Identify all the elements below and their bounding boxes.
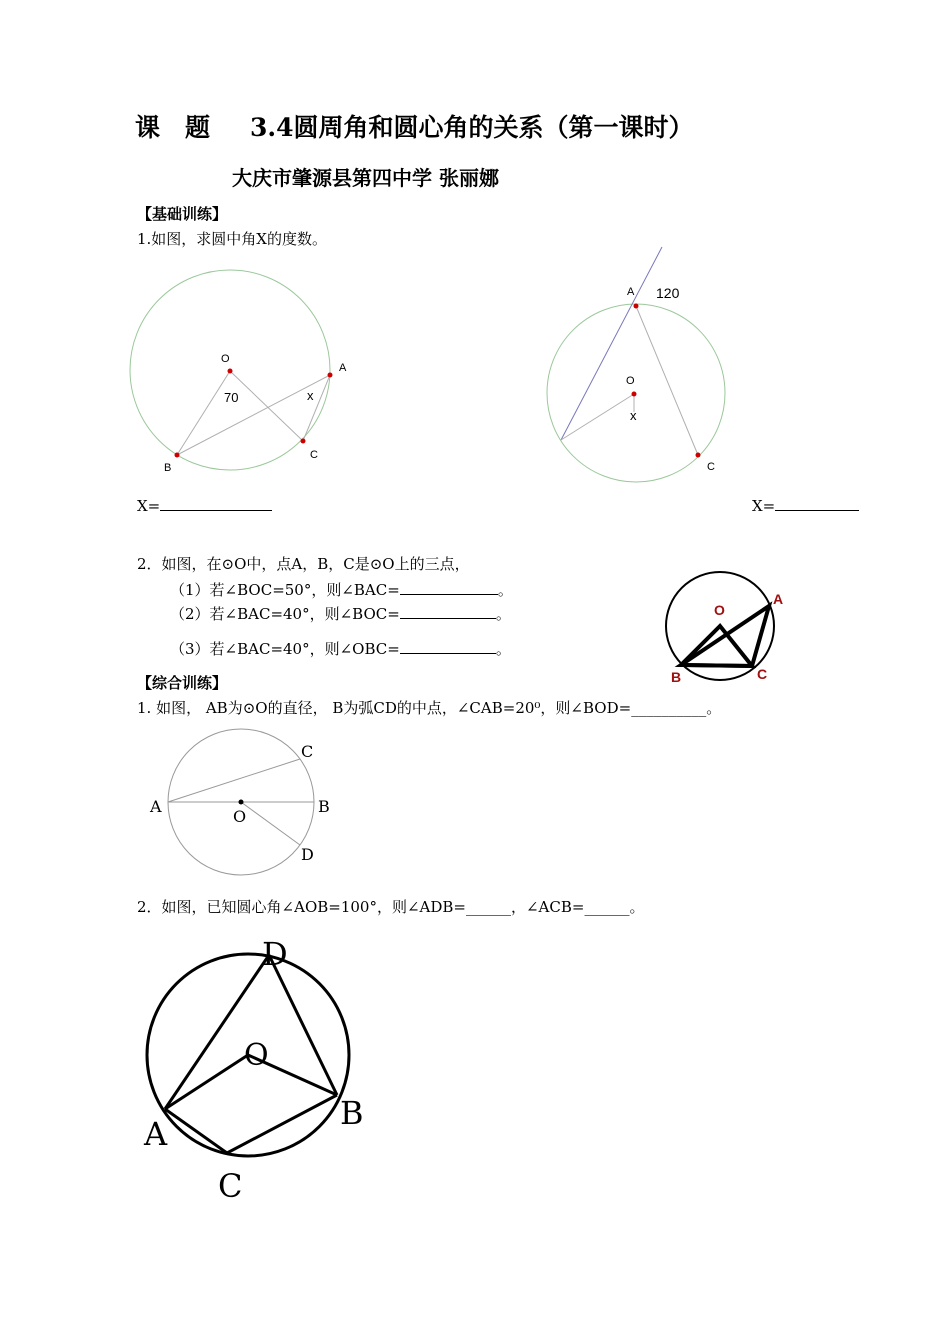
figure-2-angle-label: 120 — [656, 285, 680, 301]
figure-5-label-b: B — [340, 1094, 364, 1132]
figure-5-label-o: O — [244, 1038, 269, 1073]
question-comp-1: 1. 如图， AB为⊙O的直径， B为弧CD的中点，∠CAB=20⁰，则∠BOD=__________。 — [137, 699, 722, 717]
question-basic-2: 2．如图，在⊙O中，点A，B，C是⊙O上的三点， — [137, 555, 470, 573]
question-basic-2-2: （2）若∠BAC=40°，则∠BOC= 。 — [170, 605, 511, 623]
figure-5-label-d: D — [262, 935, 288, 973]
figure-5-label-a: A — [144, 1115, 168, 1153]
question-comp-2: 2．如图，已知圆心角∠AOB=100°，则∠ADB=______，∠ACB=______。 — [137, 898, 645, 916]
figure-2-x-label: x — [630, 408, 637, 423]
figure-4-label-d: D — [301, 845, 314, 864]
figure-4-label-c: C — [301, 742, 314, 761]
blank-comp-1[interactable]: __________ — [631, 699, 707, 717]
answer-1-label: X= — [137, 497, 161, 515]
section-comprehensive-heading: 【综合训练】 — [137, 674, 228, 692]
figure-4-label-o: O — [233, 807, 247, 826]
lesson-title-text: 3.4圆周角和圆心角的关系（第一课时） — [250, 113, 694, 142]
question-basic-1: 1.如图，求圆中角X的度数。 — [137, 230, 327, 248]
blank-comp-2b[interactable]: ______ — [584, 898, 630, 916]
figure-1-label-b: B — [164, 462, 172, 474]
blank-comp-2a[interactable]: ______ — [465, 898, 511, 916]
figure-5-line-ao — [165, 1055, 248, 1109]
figure-1-label-o: O — [221, 353, 230, 365]
figure-1-label-a: A — [339, 362, 347, 374]
figure-1-angle-label: 70 — [224, 390, 239, 405]
section-basic-heading: 【基础训练】 — [137, 205, 228, 223]
lesson-label: 课 题 — [135, 113, 211, 142]
figure-5-label-c: C — [218, 1167, 243, 1205]
figure-4-label-a: A — [150, 797, 162, 816]
figure-3-label-a: A — [773, 591, 784, 607]
figure-2-label-o: O — [626, 375, 635, 387]
figure-3-label-b: B — [671, 669, 682, 685]
figure-5-line-db — [269, 955, 337, 1095]
figure-3-label-c: C — [757, 666, 768, 682]
author-line: 大庆市肇源县第四中学 张丽娜 — [232, 166, 499, 190]
answer-2-label: X= — [752, 497, 776, 515]
figure-4-label-b: B — [318, 797, 330, 816]
question-basic-2-1: （1）若∠BOC=50°，则∠BAC= 。 — [170, 581, 513, 599]
figure-1-label-c: C — [310, 449, 318, 461]
question-basic-2-3: （3）若∠BAC=40°，则∠OBC= 。 — [170, 640, 511, 658]
figure-3-label-o: O — [714, 602, 725, 618]
figure-2-label-c: C — [707, 461, 715, 473]
figure-5-line-ac — [165, 1109, 227, 1153]
figure-1-x-label: x — [307, 388, 314, 403]
figure-2-label-a: A — [627, 286, 635, 298]
